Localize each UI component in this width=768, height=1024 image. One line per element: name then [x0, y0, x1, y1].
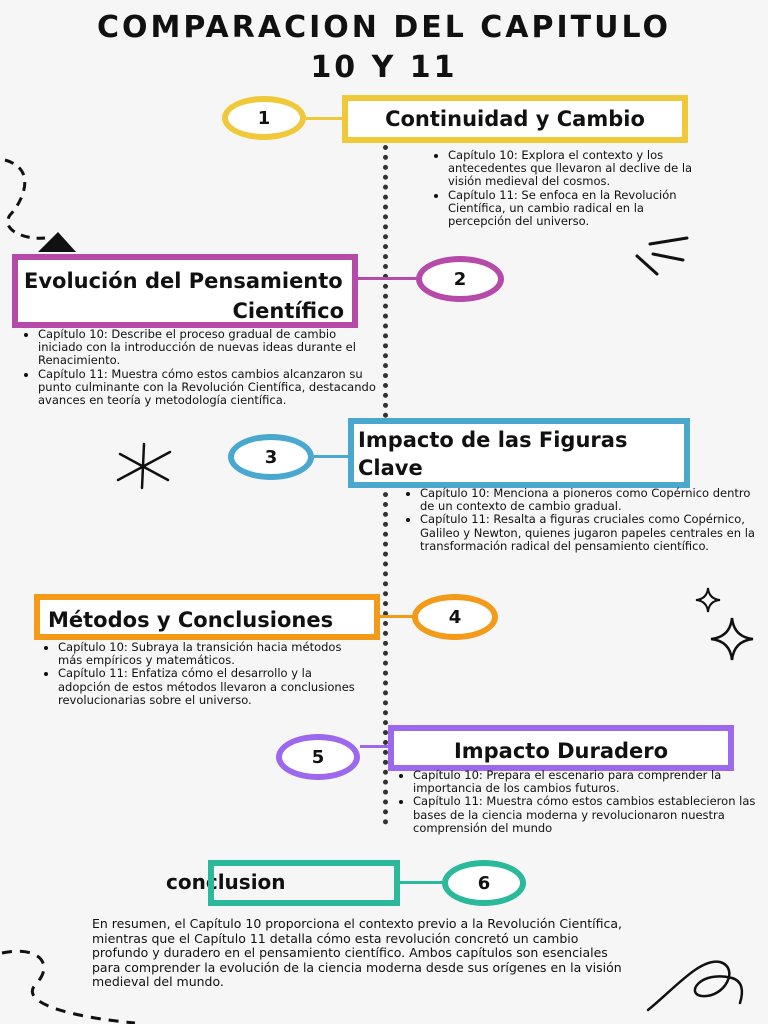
small-star-decoration: [694, 586, 722, 614]
step-5-bullet-ch11: • Capítulo 11: Muestra cómo estos cambios establecieron las bases de la ciencia moderna y revolucionaron nuestra comprensión del mundo: [413, 795, 768, 835]
step-3-bullet-ch11: • Capítulo 11: Resalta a figuras cruciales como Copérnico, Galileo y Newton, quienes jugaron papeles centrales en la transformación radical del pensamiento científico.: [420, 513, 760, 553]
step-3-title-line1: Impacto de las Figuras: [358, 428, 628, 452]
triangle-decoration: [38, 232, 78, 254]
step-4-number: 4: [448, 606, 462, 628]
step-2-bullet-list: [20, 328, 384, 407]
step-2-bullet-ch11: • Capítulo 11: Muestra cómo estos cambios alcanzaron su punto culminante con la Revolución Científica, destacando avances en teoría y metodología científica.: [38, 368, 384, 408]
step-4-bullet-ch11: • Capítulo 11: Enfatiza cómo el desarrollo y la adopción de estos métodos llevaron a conclusiones revolucionarias sobre el universo.: [58, 667, 358, 707]
step-5-title: Impacto Duradero: [453, 739, 669, 763]
step-4-bullet-ch10: • Capítulo 10: Subraya la transición hacia métodos más empíricos y matemáticos.: [58, 641, 358, 667]
step-3-title-line2: Clave: [358, 456, 423, 480]
step-1-bullet-list: [430, 149, 696, 228]
step-4-title-box: [34, 594, 380, 640]
step-1-title-box: [342, 95, 688, 143]
step-2-circle: [416, 256, 504, 302]
step-3-title-box: [348, 418, 690, 488]
step-2-title-line2: Científico: [232, 299, 344, 323]
step-3-circle: [228, 434, 314, 480]
step-5-bullet-list: [395, 769, 768, 835]
step-4-bullet-list: [40, 641, 358, 707]
step-3-bullet-ch10: • Capítulo 10: Menciona a pioneros como Copérnico dentro de un contexto de cambio gradual.: [420, 487, 760, 513]
page-title: COMPARACION DEL CAPITULO: [96, 10, 672, 45]
step-6-connector: [400, 881, 444, 884]
step-6-number: 6: [477, 872, 491, 894]
step-1-bullet-ch11: • Capítulo 11: Se enfoca en la Revolución Científica, un cambio radical en la percepción del universo.: [448, 189, 696, 229]
asterisk-decoration: [110, 440, 176, 490]
step-3-number: 3: [264, 446, 278, 468]
step-2-connector: [358, 277, 418, 280]
step-5-bullet-ch10: • Capítulo 10: Prepara el escenario para comprender la importancia de los cambios futuros.: [413, 769, 768, 795]
step-1-number: 1: [257, 107, 271, 129]
step-3-connector: [314, 455, 350, 458]
step-4-title: Métodos y Conclusiones: [48, 608, 334, 632]
step-2-title-line1: Evolución del Pensamiento: [24, 269, 343, 293]
step-3-bullet-list: [402, 487, 760, 553]
page-subtitle: 10 Y 11: [310, 50, 458, 85]
step-4-circle: [412, 594, 498, 640]
step-2-bullet-ch10: • Capítulo 10: Describe el proceso gradual de cambio iniciado con la introducción de nuevas ideas durante el Renacimiento.: [38, 328, 384, 368]
step-5-title-box: [388, 725, 734, 771]
conclusion-title: conclusion: [166, 870, 286, 894]
conclusion-title-box: [208, 860, 400, 906]
step-2-title-box: [12, 254, 358, 328]
step-1-circle: [222, 96, 306, 140]
step-4-connector: [380, 615, 414, 618]
step-1-bullet-ch10: • Capítulo 10: Explora el contexto y los antecedentes que llevaron al declive de la visión medieval del cosmos.: [448, 149, 696, 189]
conclusion-paragraph: En resumen, el Capítulo 10 proporciona el contexto previo a la Revolución Científica, mientras que el Capítulo 11 detalla cómo esta revolución concretó un cambio profundo y duradero en el pensamiento científico. Ambos capítulos son esenciales para comprender la evolución de la ciencia moderna desde sus orígenes en la visión medieval del mundo.: [92, 916, 622, 989]
scribble-loop-decoration: [640, 948, 750, 1018]
step-5-circle: [276, 734, 360, 780]
step-6-circle: [442, 860, 526, 906]
step-2-number: 2: [453, 268, 467, 290]
step-1-connector: [306, 117, 344, 120]
step-5-connector: [360, 745, 390, 748]
sparkle-lines-decoration: [625, 232, 695, 282]
step-5-number: 5: [311, 746, 325, 768]
step-1-title: Continuidad y Cambio: [385, 107, 645, 131]
large-star-decoration: [708, 615, 756, 663]
